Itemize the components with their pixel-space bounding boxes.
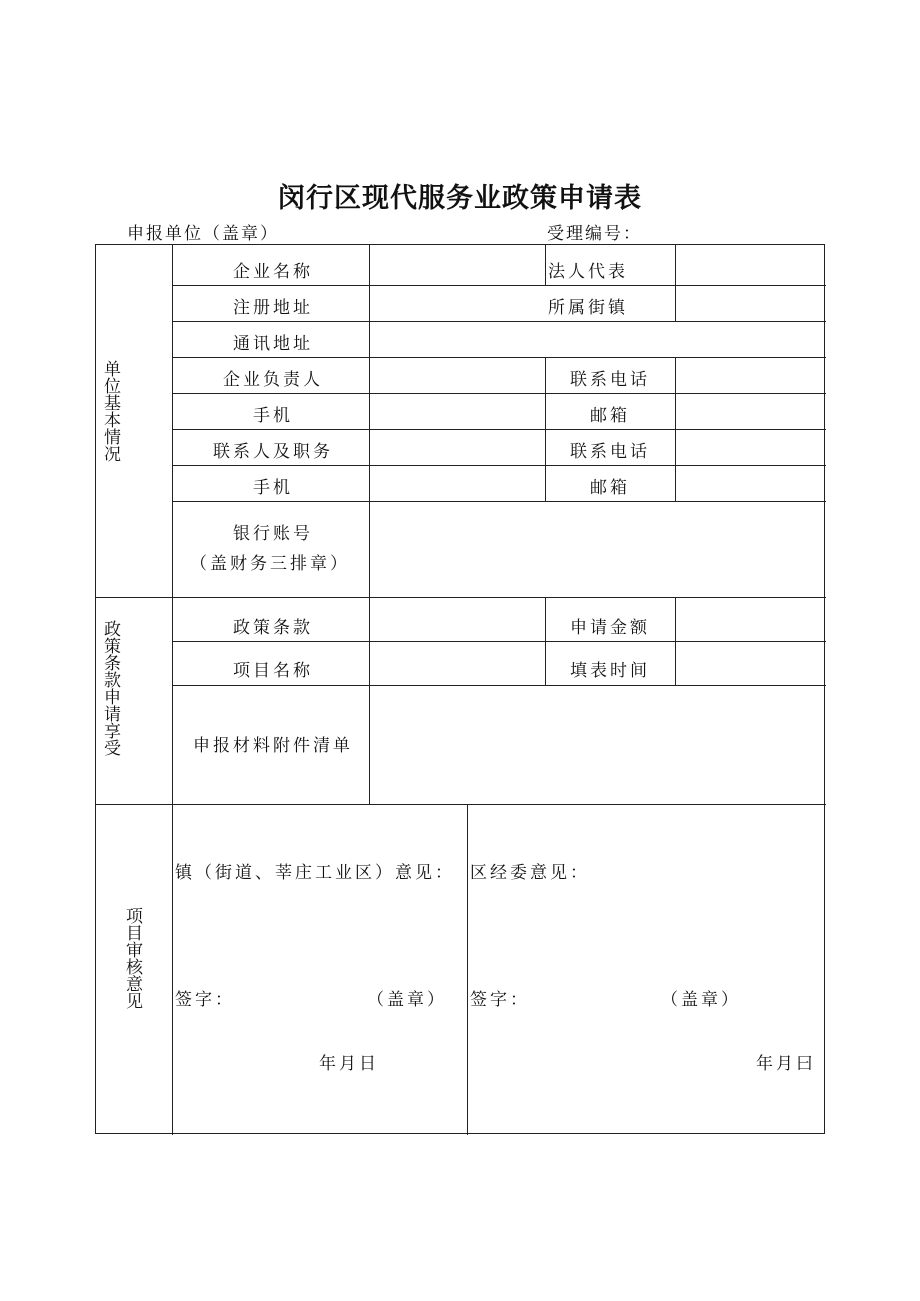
apply-amount-label: 申请金额 <box>570 618 650 638</box>
row-divider <box>172 685 826 686</box>
email-label: 邮箱 <box>590 478 630 498</box>
col-divider <box>369 245 370 804</box>
row-divider <box>172 465 826 466</box>
row-divider <box>172 357 826 358</box>
mobile-label: 手机 <box>253 478 293 498</box>
row-divider <box>172 429 826 430</box>
reg-address-label: 注册地址 <box>233 298 313 318</box>
company-head-label: 企业负责人 <box>223 370 323 390</box>
col-divider <box>675 245 676 321</box>
col-divider <box>467 804 468 1135</box>
col-divider <box>675 357 676 501</box>
stamp-label: （盖章） <box>367 990 447 1010</box>
applicant-stamp-label: 申报单位（盖章） <box>127 224 279 244</box>
fill-time-label: 填表时间 <box>570 661 650 681</box>
row-divider <box>172 641 826 642</box>
legal-rep-label: 法人代表 <box>548 262 628 282</box>
col-divider <box>545 245 546 285</box>
district-opinion-label: 区经委意见： <box>470 863 590 883</box>
mobile-label: 手机 <box>253 406 293 426</box>
date-label: 年月日 <box>319 1054 379 1074</box>
row-divider <box>172 501 826 502</box>
col-divider <box>675 597 676 685</box>
phone-label: 联系电话 <box>570 442 650 462</box>
bank-account-label: 银行账号 <box>233 524 313 544</box>
email-label: 邮箱 <box>590 406 630 426</box>
section-label-review: 项目审核意见 <box>122 907 142 1009</box>
form-title: 闵行区现代服务业政策申请表 <box>278 183 642 214</box>
town-opinion-label: 镇（街道、莘庄工业区）意见： <box>175 863 455 883</box>
bank-stamp-label: （盖财务三排章） <box>190 554 350 574</box>
col-divider <box>545 597 546 685</box>
section-label-policy: 政策条款申请享受 <box>100 620 120 756</box>
row-divider <box>172 321 826 322</box>
row-divider <box>172 285 826 286</box>
col-divider <box>172 245 173 1135</box>
stamp-label: （盖章） <box>661 990 741 1010</box>
mail-address-label: 通讯地址 <box>233 334 313 354</box>
policy-clause-label: 政策条款 <box>233 618 313 638</box>
company-name-label: 企业名称 <box>233 262 313 282</box>
serial-number-label: 受理编号： <box>547 224 642 244</box>
form-table <box>95 244 825 1134</box>
section-divider <box>96 597 826 598</box>
sign-label: 签字： <box>175 990 235 1010</box>
row-divider <box>172 393 826 394</box>
col-divider <box>545 357 546 501</box>
phone-label: 联系电话 <box>570 370 650 390</box>
street-town-label: 所属街镇 <box>548 298 628 318</box>
contact-position-label: 联系人及职务 <box>213 442 333 462</box>
section-label-basic-info: 单位基本情况 <box>100 360 120 462</box>
project-name-label: 项目名称 <box>233 661 313 681</box>
date-label: 年月曰 <box>756 1054 816 1074</box>
section-divider <box>96 804 826 805</box>
sign-label: 签字： <box>470 990 530 1010</box>
materials-list-label: 申报材料附件清单 <box>193 736 353 756</box>
